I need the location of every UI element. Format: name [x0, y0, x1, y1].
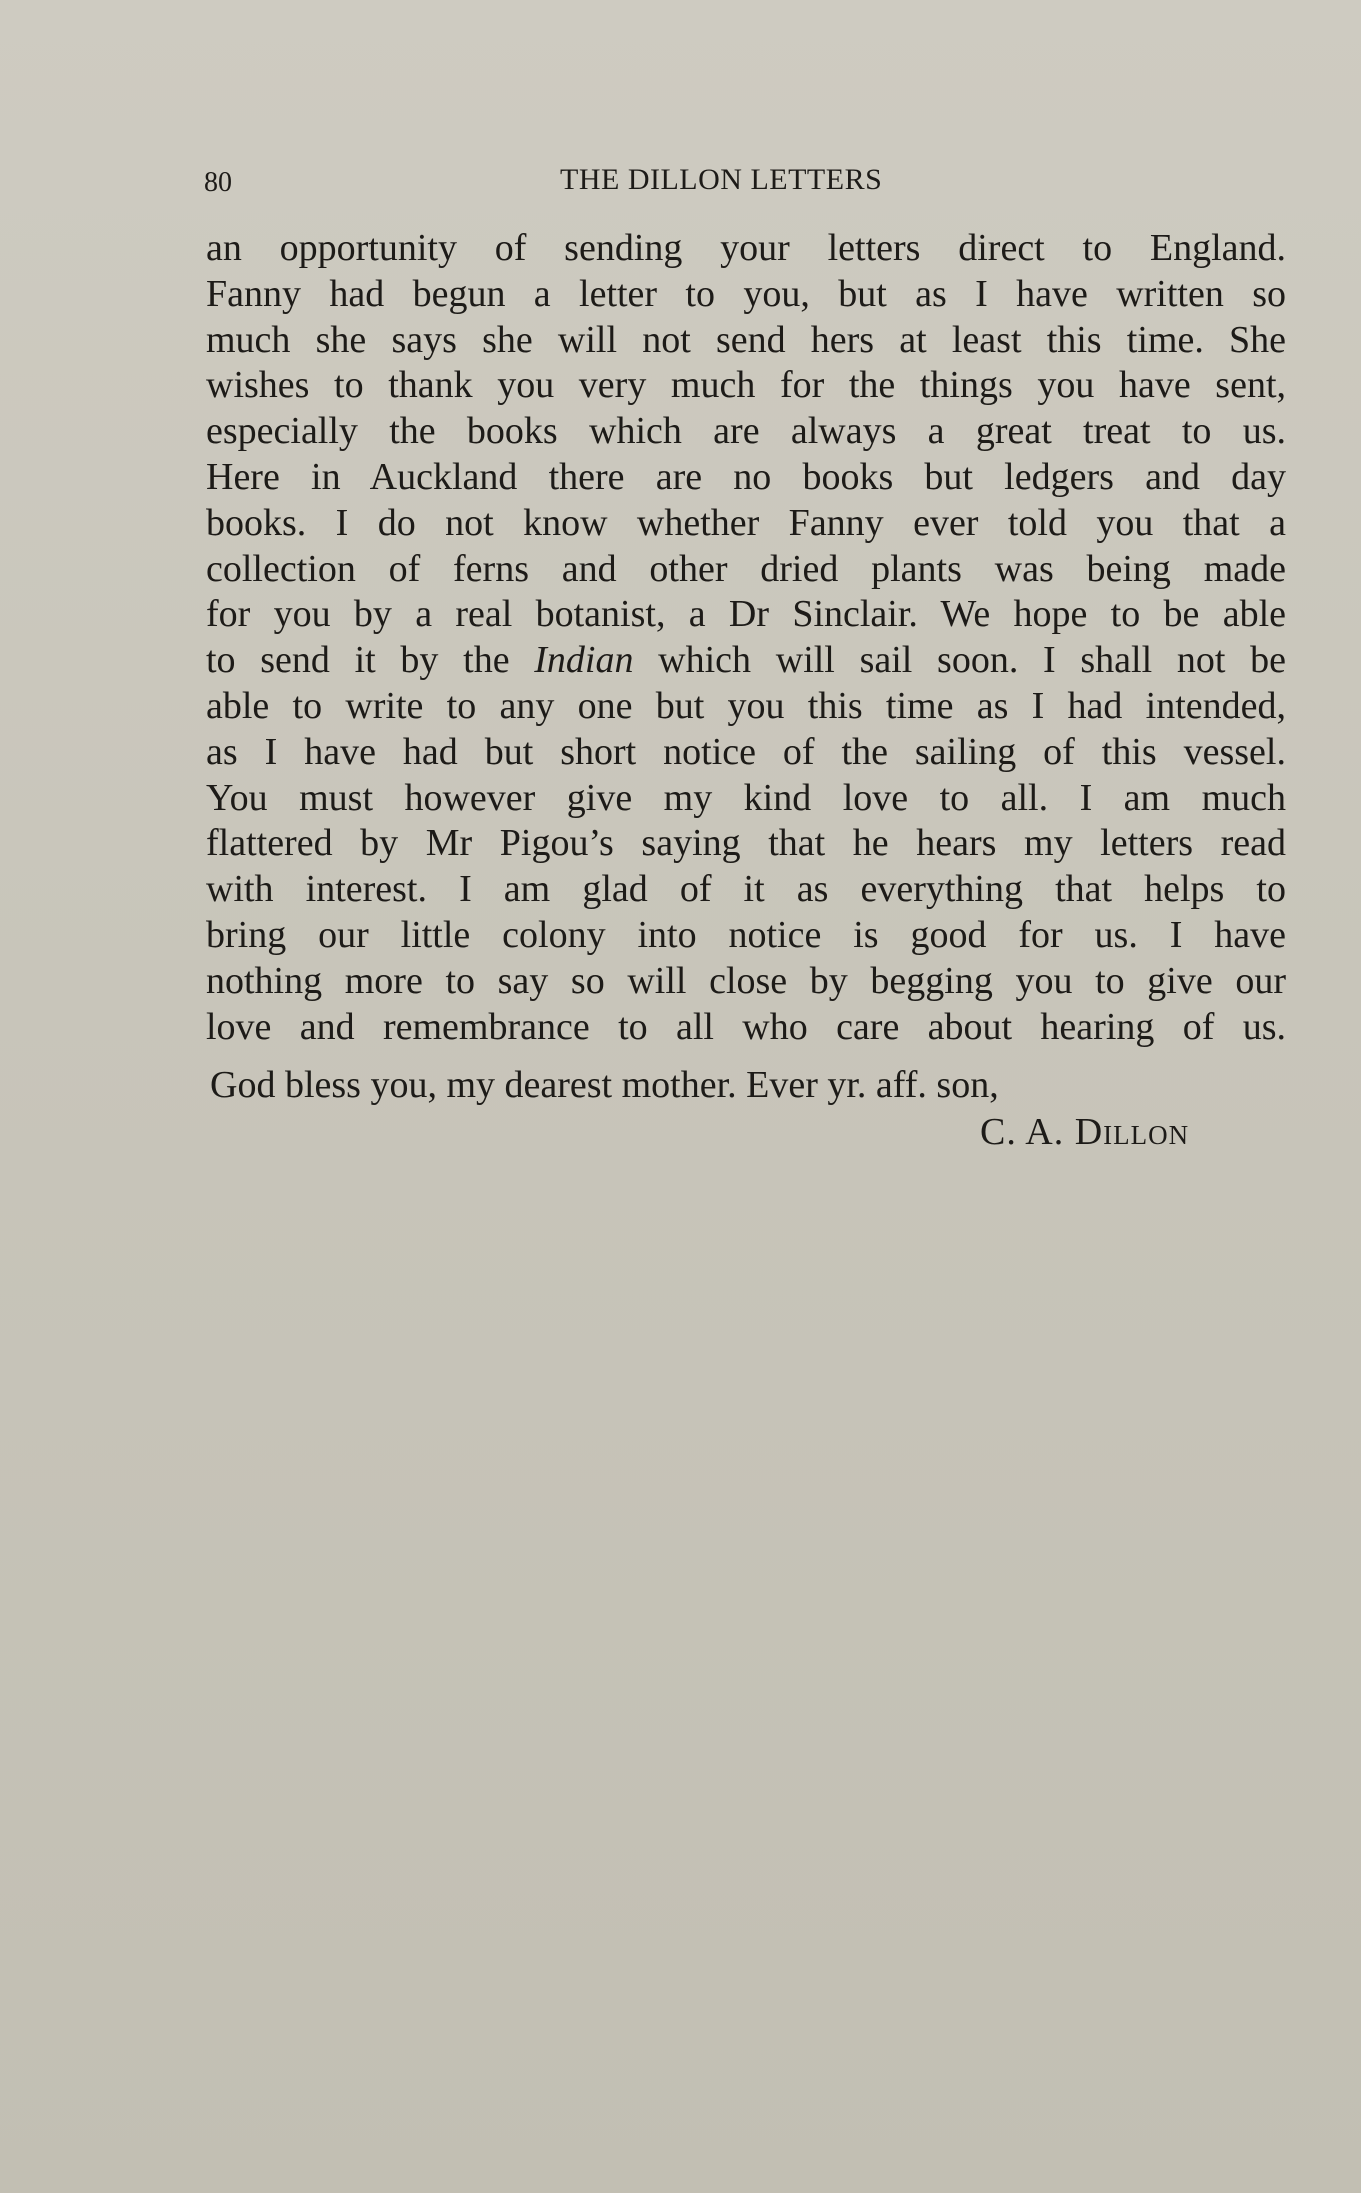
text-line: especially the books which are always a great treat to us. — [206, 410, 1286, 453]
text-line: collection of ferns and other dried plants was being made — [206, 547, 1286, 590]
text-line: able to write to any one but you this time as I had intended, — [206, 684, 1286, 727]
text-line: You must however give my kind love to all. I am much — [206, 776, 1286, 819]
text-line: books. I do not know whether Fanny ever told you that a — [206, 501, 1286, 544]
text-line: Here in Auckland there are no books but ledgers and day — [206, 455, 1286, 498]
ship-name: Indian — [534, 639, 634, 682]
text-line: wishes to thank you very much for the things you have sent, — [206, 364, 1286, 407]
text-line: flattered by Mr Pigou’s saying that he hears my letters read — [206, 822, 1286, 865]
text-segment: which will sail soon. I shall not be — [633, 639, 1286, 682]
page-number: 80 — [204, 167, 232, 198]
text-line: much she says she will not send hers at least this time. She — [206, 318, 1286, 361]
text-line: as I have had but short notice of the sailing of this vessel. — [206, 730, 1286, 773]
page-header — [204, 163, 934, 203]
text-line: Fanny had begun a letter to you, but as I have written so — [206, 272, 1286, 315]
letter-signature: C. A. Dillon — [980, 1111, 1190, 1153]
text-segment: to send it by the — [206, 639, 535, 682]
text-line: nothing more to say so will close by begging you to give our — [206, 959, 1286, 1002]
running-head: THE DILLON LETTERS — [560, 163, 883, 196]
text-line: for you by a real botanist, a Dr Sinclair. We hope to be able — [206, 593, 1286, 636]
letter-body — [206, 226, 1286, 1050]
text-line: with interest. I am glad of it as everything that helps to — [206, 868, 1286, 911]
text-line: bring our little colony into notice is good for us. I have — [206, 913, 1286, 956]
text-line: an opportunity of sending your letters direct to England. — [206, 227, 1286, 269]
text-line: love and remembrance to all who care about hearing of us. — [206, 1005, 1286, 1048]
letter-closing: God bless you, my dearest mother. Ever yr. aff. son, — [210, 1064, 999, 1106]
text-line-with-ship-name — [206, 638, 1286, 684]
